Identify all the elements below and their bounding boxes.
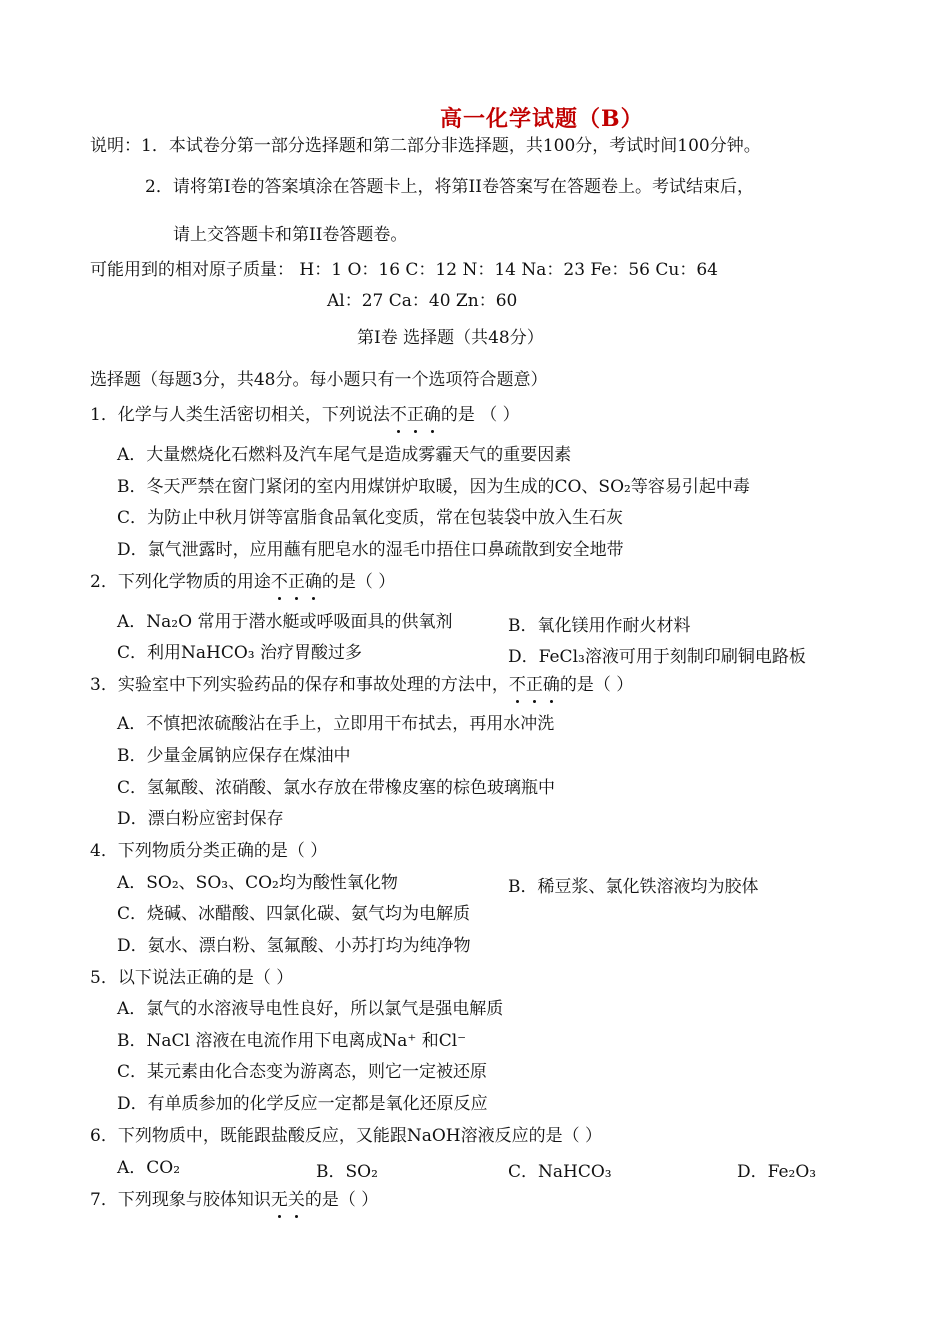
- emphasis-char: 确: [542, 675, 560, 695]
- question-2-stem: [90, 571, 395, 593]
- instruction-line-3: 请上交答题卡和第II卷答题卷。: [173, 225, 408, 245]
- question-2-option-c: C．利用NaHCO₃ 治疗胃酸过多: [117, 643, 363, 663]
- emphasis-char: 确: [304, 572, 322, 592]
- question-3-option-a: A．不慎把浓硫酸沾在手上，立即用干布拭去，再用水冲洗: [117, 714, 555, 734]
- question-1-option-a: A．大量燃烧化石燃料及汽车尾气是造成雾霾天气的重要因素: [117, 445, 572, 465]
- emphasis-char: 正: [525, 675, 543, 695]
- question-4-option-a: A．SO₂、SO₃、CO₂均为酸性氧化物: [117, 873, 398, 893]
- question-stem-text: 的是（ ）: [321, 572, 396, 592]
- emphasis-char: 无: [270, 1190, 288, 1210]
- question-3-option-b: B．少量金属钠应保存在煤油中: [117, 746, 351, 766]
- question-stem-text: 的是（ ）: [304, 1190, 379, 1210]
- question-2-option-d: D．FeCl₃溶液可用于刻制印刷铜电路板: [508, 647, 806, 667]
- question-stem-text: 2．下列化学物质的用途: [90, 572, 271, 592]
- question-3-option-c: C．氢氟酸、浓硝酸、氯水存放在带橡皮塞的棕色玻璃瓶中: [117, 778, 556, 798]
- emphasis-char: 不: [270, 572, 288, 592]
- question-4-option-b: B．稀豆浆、氯化铁溶液均为胶体: [508, 877, 759, 897]
- emphasis-char: 不: [508, 675, 526, 695]
- section-intro: 选择题（每题3分，共48分。每小题只有一个选项符合题意）: [90, 370, 548, 390]
- question-1-option-b: B．冬天严禁在窗门紧闭的室内用煤饼炉取暖，因为生成的CO、SO₂等容易引起中毒: [117, 477, 750, 497]
- question-2-option-b: B．氧化镁用作耐火材料: [508, 616, 691, 636]
- question-5-option-b: B．NaCl 溶液在电流作用下电离成Na⁺ 和Cl⁻: [117, 1031, 467, 1051]
- question-4-stem: 4．下列物质分类正确的是（ ）: [90, 841, 328, 861]
- question-7-stem: [90, 1189, 378, 1211]
- question-stem-text: 的是 （ ）: [440, 405, 520, 425]
- question-3-stem: [90, 674, 633, 696]
- question-stem-text: 3．实验室中下列实验药品的保存和事故处理的方法中，: [90, 675, 509, 695]
- question-1-stem: [90, 404, 520, 426]
- section-heading: 第Ⅰ卷 选择题（共48分）: [357, 328, 544, 348]
- emphasis-char: 正: [287, 572, 305, 592]
- emphasis-char: 不: [389, 405, 407, 425]
- instruction-line-1: 说明：1．本试卷分第一部分选择题和第二部分非选择题，共100分，考试时间100分钟。: [90, 136, 761, 156]
- emphasis-char: 确: [423, 405, 441, 425]
- question-5-option-d: D．有单质参加的化学反应一定都是氧化还原反应: [117, 1094, 488, 1114]
- question-5-stem: 5．以下说法正确的是（ ）: [90, 968, 294, 988]
- question-3-option-d: D．漂白粉应密封保存: [117, 809, 284, 829]
- question-6-option-b: B．SO₂: [316, 1162, 378, 1182]
- atomic-mass-line-2: Al：27 Ca：40 Zn：60: [327, 291, 518, 311]
- question-4-option-d: D．氨水、漂白粉、氢氟酸、小苏打均为纯净物: [117, 936, 471, 956]
- question-2-option-a: A．Na₂O 常用于潜水艇或呼吸面具的供氧剂: [117, 612, 453, 632]
- emphasis-char: 正: [406, 405, 424, 425]
- atomic-mass-line-1: 可能用到的相对原子质量： H：1 O：16 C：12 N：14 Na：23 Fe：56 Cu：64: [90, 260, 718, 280]
- question-6-option-d: D．Fe₂O₃: [737, 1162, 817, 1182]
- question-stem-text: 7．下列现象与胶体知识: [90, 1190, 271, 1210]
- question-5-option-c: C．某元素由化合态变为游离态，则它一定被还原: [117, 1062, 488, 1082]
- question-4-option-c: C．烧碱、冰醋酸、四氯化碳、氨气均为电解质: [117, 904, 471, 924]
- question-1-option-d: D．氯气泄露时，应用蘸有肥皂水的湿毛巾捂住口鼻疏散到安全地带: [117, 540, 624, 560]
- instruction-line-2: 2．请将第Ⅰ卷的答案填涂在答题卡上，将第II卷答案写在答题卷上。考试结束后，: [145, 177, 754, 197]
- emphasis-char: 关: [287, 1190, 305, 1210]
- question-stem-text: 的是（ ）: [559, 675, 634, 695]
- question-stem-text: 1．化学与人类生活密切相关，下列说法: [90, 405, 390, 425]
- question-6-stem: 6．下列物质中，既能跟盐酸反应，又能跟NaOH溶液反应的是（ ）: [90, 1126, 602, 1146]
- question-6-option-c: C．NaHCO₃: [508, 1162, 612, 1182]
- page-title: 高一化学试题（B）: [440, 106, 644, 132]
- question-5-option-a: A．氯气的水溶液导电性良好，所以氯气是强电解质: [117, 999, 504, 1019]
- question-6-option-a: A．CO₂: [117, 1158, 181, 1178]
- question-1-option-c: C．为防止中秋月饼等富脂食品氧化变质，常在包装袋中放入生石灰: [117, 508, 624, 528]
